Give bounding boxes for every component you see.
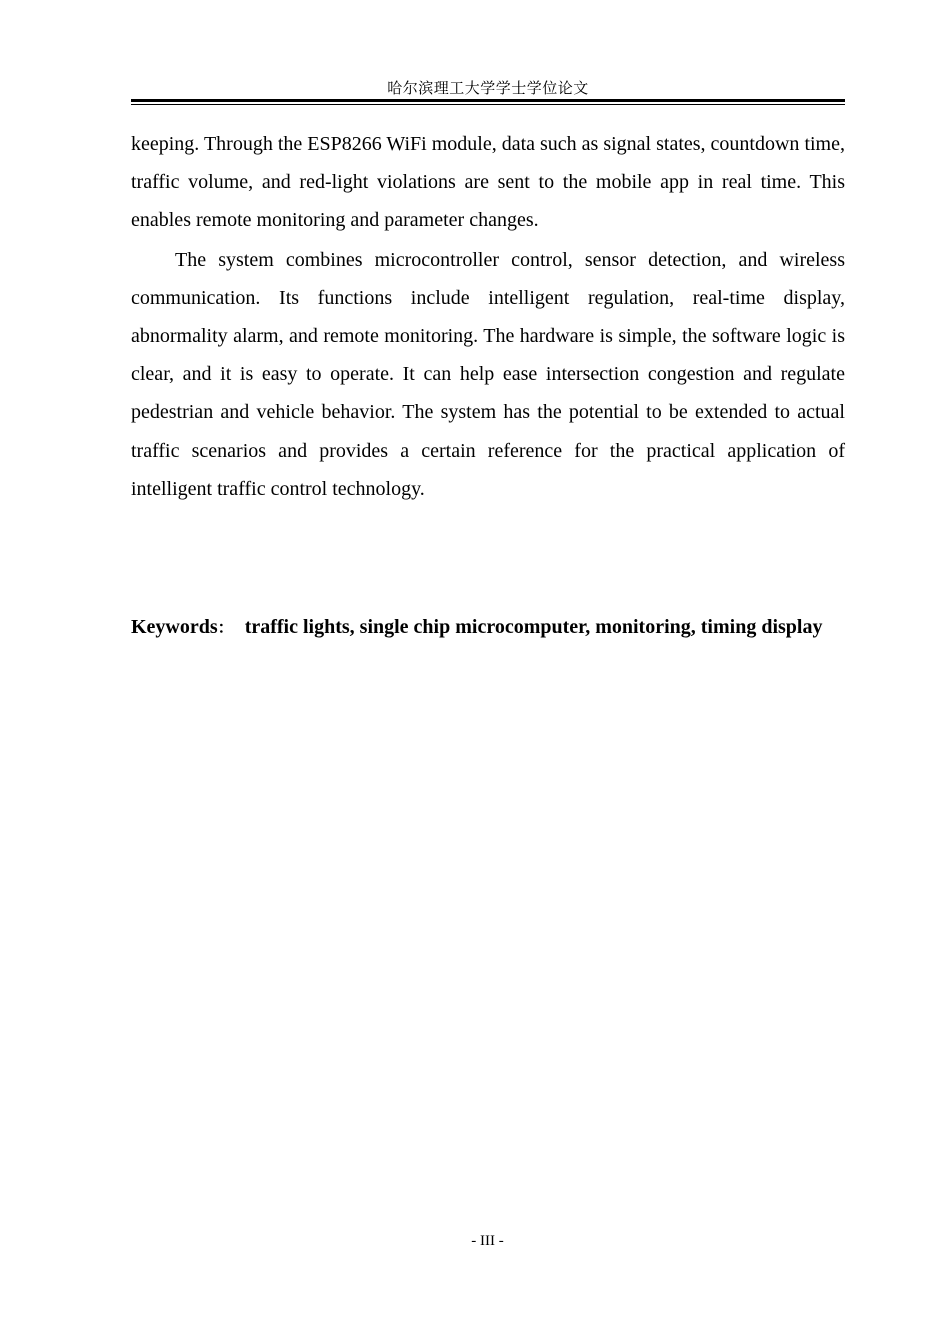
body-paragraph-1: keeping. Through the ESP8266 WiFi module, data such as signal states, countdown time, traffic volume, and red-light violations are sent to the mobile app in real time. This enables remote monitoring and parameter changes.	[131, 133, 845, 232]
keywords-separator: ：	[217, 618, 234, 637]
header-rule-thick	[131, 99, 845, 102]
header-rule-thin	[131, 104, 845, 105]
keywords-text: traffic lights, single chip microcomputer, monitoring, timing display	[244, 616, 823, 638]
keywords-section	[131, 614, 845, 641]
body-paragraph-2: The system combines microcontroller control, sensor detection, and wireless communication. Its functions include intelligent regulation, real-time display, abnormality alarm, and remote monitoring. The hardware is simple, the software logic is clear, and it is easy to operate. It can help ease intersection congestion and regulate pedestrian and vehicle behavior. The system has the potential to be extended to actual traffic scenarios and provides a certain reference for the practical application of intelligent traffic control technology.	[131, 248, 845, 500]
keywords-label: Keywords	[131, 616, 218, 638]
body-text	[131, 125, 845, 508]
page-header-title: 哈尔滨理工大学学士学位论文	[387, 79, 589, 97]
page-number: - III -	[471, 1233, 504, 1249]
